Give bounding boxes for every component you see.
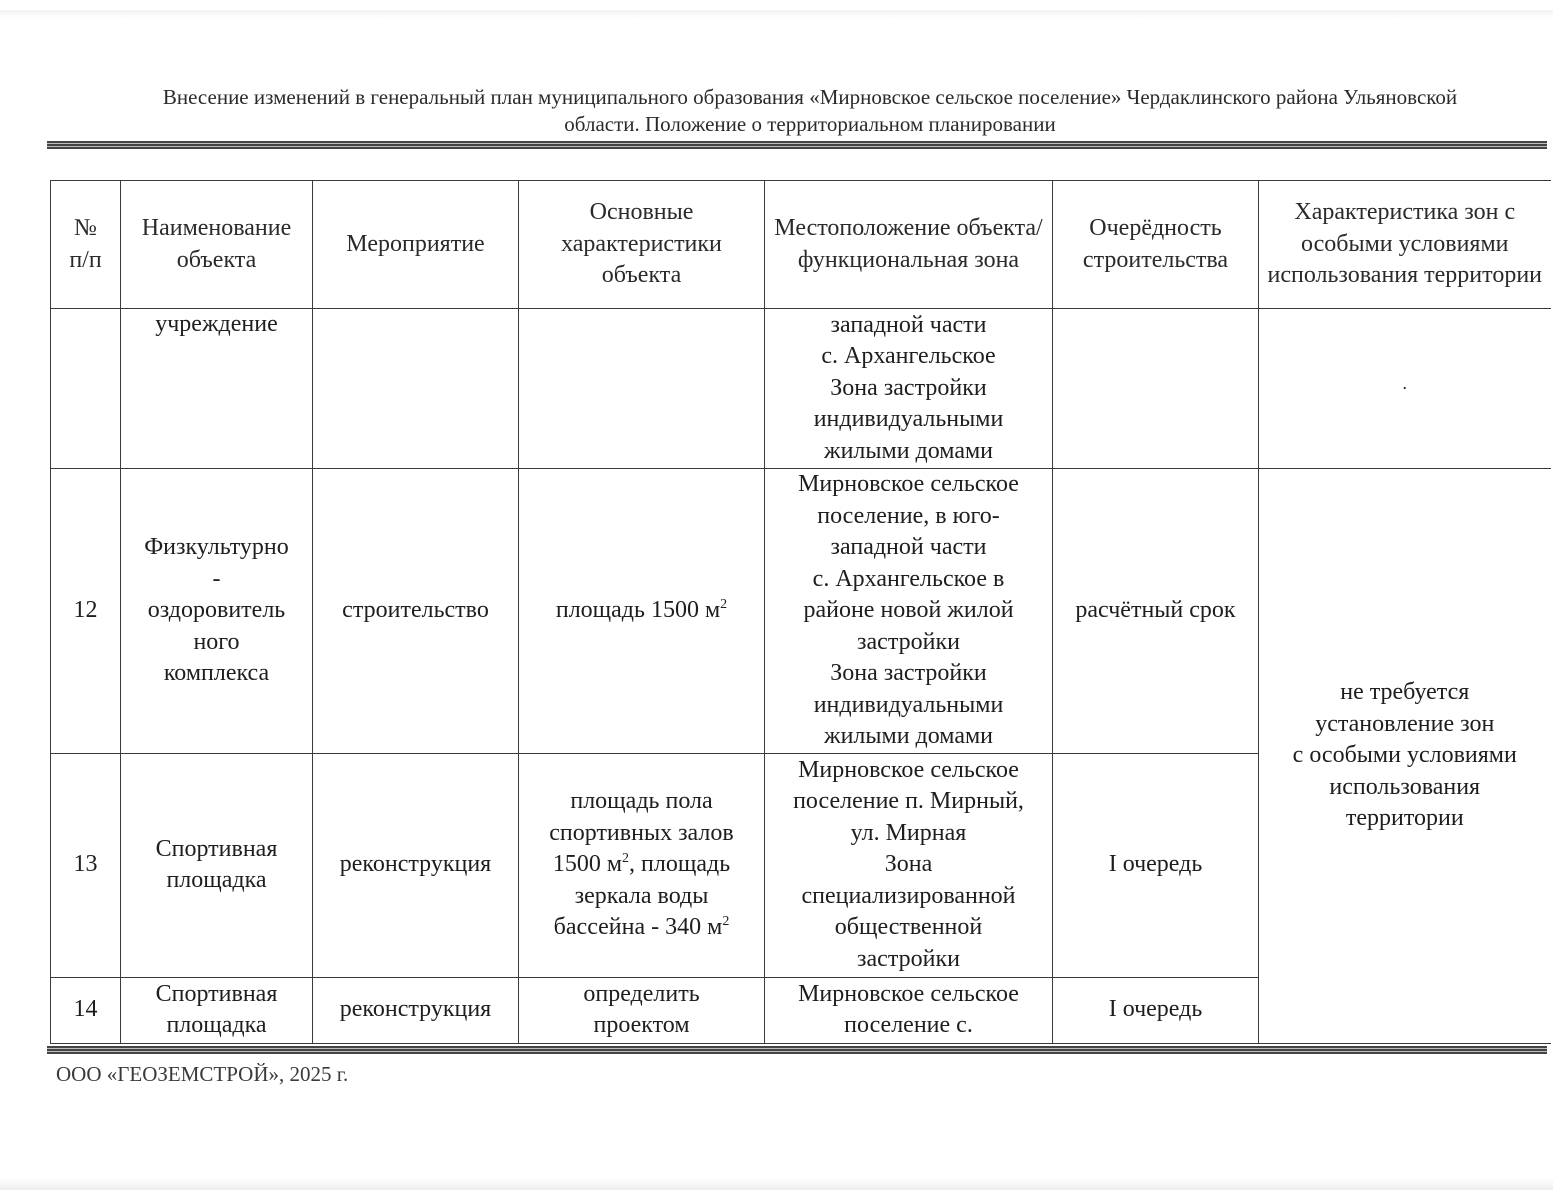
name-line: комплекса xyxy=(163,660,270,686)
characteristics-text: бассейна - 340 м xyxy=(553,914,723,941)
scan-edge-bottom xyxy=(0,1178,1553,1190)
location-line: поселение, в юго- xyxy=(817,502,1000,529)
name-line: ного xyxy=(193,628,240,655)
location-line: западной части xyxy=(830,311,987,338)
col-header-location: Местоположение объекта/ функциональная зона xyxy=(765,181,1053,309)
location-line: Зона xyxy=(884,851,933,878)
cell-location xyxy=(765,469,1053,754)
location-line: поселение с. xyxy=(844,1012,973,1038)
col-header-zones: Характеристика зон с особыми условиями использования территории xyxy=(1259,181,1551,309)
planning-table xyxy=(50,180,1551,1044)
header-line-1: Внесение изменений в генеральный план муниципального образования «Мирновское сельское поселение» Чердаклинского района Ульяновской xyxy=(162,85,1458,109)
table-row xyxy=(51,309,1551,469)
cell-num: 12 xyxy=(51,469,121,754)
superscript: 2 xyxy=(622,851,630,867)
cell-order: I очередь xyxy=(1053,753,1259,977)
characteristics-line: определить xyxy=(583,980,700,1007)
cell-characteristics xyxy=(519,309,765,469)
characteristics-line: площадь пола xyxy=(570,788,713,815)
zones-line: с особыми условиями xyxy=(1292,742,1517,768)
location-line: жилыми домами xyxy=(823,437,994,464)
col-header-num-label: п/п xyxy=(69,246,102,273)
location-line: жилыми домами xyxy=(823,723,994,749)
zones-line: не требуется xyxy=(1340,679,1470,705)
location-line: застройки xyxy=(857,628,960,655)
cell-name xyxy=(121,469,313,754)
footer-rule xyxy=(47,1046,1547,1054)
name-line: Физкультурно xyxy=(144,534,289,560)
col-header-num-symbol: № xyxy=(74,215,97,241)
characteristics-text: площадь 1500 м xyxy=(555,597,721,623)
name-line: - xyxy=(212,565,221,592)
zones-line: использования xyxy=(1329,773,1481,800)
cell-characteristics xyxy=(519,469,765,754)
col-header-event: Мероприятие xyxy=(313,181,519,309)
characteristics-line: зеркала воды xyxy=(574,882,709,909)
header-line-2: области. Положение о территориальном планировании xyxy=(564,112,1056,136)
cell-characteristics xyxy=(519,753,765,977)
cell-location xyxy=(765,309,1053,469)
scan-edge-top xyxy=(0,10,1553,18)
cell-event xyxy=(313,309,519,469)
cell-zones xyxy=(1259,309,1551,469)
name-line: Спортивная xyxy=(155,835,278,862)
location-line: индивидуальными xyxy=(813,406,1004,433)
location-line: поселение п. Мирный, xyxy=(793,788,1024,815)
location-line: Мирновское сельское xyxy=(798,471,1019,497)
cell-name: учреждение xyxy=(121,309,313,469)
location-line: Зона застройки xyxy=(830,374,987,401)
location-line: с. Архангельское xyxy=(821,343,996,370)
header-rule xyxy=(47,141,1547,149)
characteristics-line xyxy=(523,912,760,944)
location-line: общественной xyxy=(834,914,983,941)
zones-line: территории xyxy=(1345,805,1464,831)
cell-location xyxy=(765,753,1053,977)
zones-mark: · xyxy=(1401,378,1408,399)
characteristics-line: проектом xyxy=(593,1012,690,1038)
cell-num: 13 xyxy=(51,753,121,977)
characteristics-text: , площадь xyxy=(629,851,731,878)
cell-zones xyxy=(1259,469,1551,1044)
location-line: Мирновское сельское xyxy=(798,980,1019,1007)
table-header-row xyxy=(51,181,1551,309)
document-footer: ООО «ГЕОЗЕМСТРОЙ», 2025 г. xyxy=(56,1062,349,1086)
location-line: индивидуальными xyxy=(813,691,1004,718)
cell-num xyxy=(51,309,121,469)
location-line: западной части xyxy=(830,534,987,560)
characteristics-line: спортивных залов xyxy=(549,819,734,846)
name-line: Спортивная xyxy=(155,980,278,1007)
location-line: Мирновское сельское xyxy=(798,756,1019,783)
cell-event: реконструкция xyxy=(313,753,519,977)
location-line: специализированной xyxy=(801,882,1016,909)
col-header-characteristics: Основные характеристики объекта xyxy=(519,181,765,309)
name-line: площадка xyxy=(166,867,267,893)
location-line: ул. Мирная xyxy=(850,819,967,846)
col-header-order: Очерёдность строительства xyxy=(1053,181,1259,309)
name-line: площадка xyxy=(166,1012,267,1038)
cell-event: строительство xyxy=(313,469,519,754)
col-header-num xyxy=(51,181,121,309)
cell-order: I очередь xyxy=(1053,977,1259,1043)
zones-line: установление зон xyxy=(1315,710,1495,737)
characteristics-text: 1500 м xyxy=(552,851,623,878)
col-header-name: Наименование объекта xyxy=(121,181,313,309)
table-row xyxy=(51,469,1551,754)
location-line: с. Архангельское в xyxy=(812,565,1005,592)
cell-order xyxy=(1053,309,1259,469)
cell-name xyxy=(121,753,313,977)
superscript: 2 xyxy=(722,914,730,930)
location-line: застройки xyxy=(857,945,960,972)
cell-name xyxy=(121,977,313,1043)
cell-num: 14 xyxy=(51,977,121,1043)
location-line: Зона застройки xyxy=(830,660,987,686)
cell-characteristics xyxy=(519,977,765,1043)
cell-order: расчётный срок xyxy=(1053,469,1259,754)
document-header xyxy=(60,84,1553,138)
superscript: 2 xyxy=(720,597,728,612)
location-line: районе новой жилой xyxy=(803,597,1014,623)
characteristics-line xyxy=(523,849,760,881)
cell-event: реконструкция xyxy=(313,977,519,1043)
cell-location xyxy=(765,977,1053,1043)
name-line: оздоровитель xyxy=(147,597,286,623)
